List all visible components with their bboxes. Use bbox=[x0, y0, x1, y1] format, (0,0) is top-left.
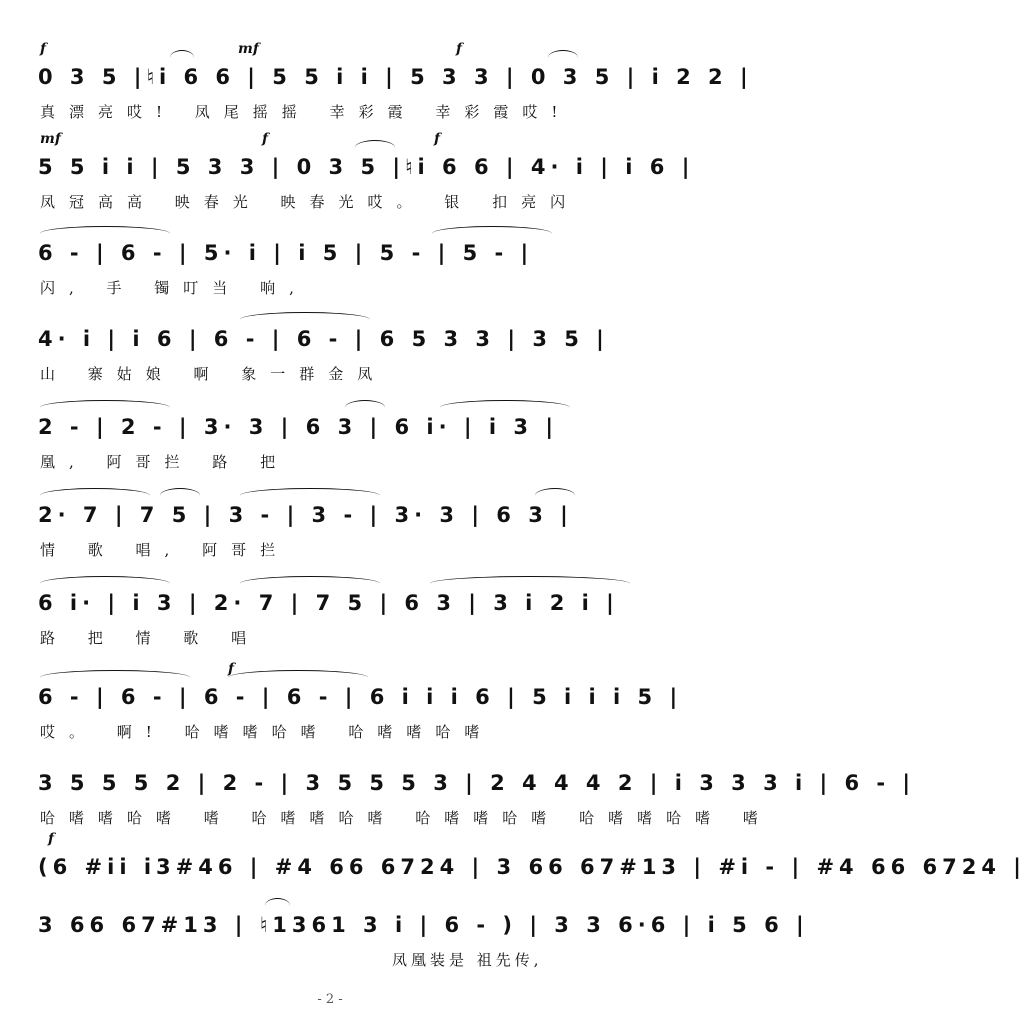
dynamic-mark: mf bbox=[238, 41, 259, 57]
lyrics-line: 路 把 情 歌 唱 bbox=[40, 629, 261, 647]
lyrics-line: 哎。 啊! 哈嗜嗜哈嗜 哈嗜嗜哈嗜 bbox=[40, 723, 494, 741]
dynamic-mark: f bbox=[434, 131, 441, 147]
notation-line: 4· i | i 6 | 6 - | 6 - | 6 5 3 3 | 3 5 | bbox=[38, 327, 609, 351]
lyrics-line: 凤凰装是 祖先传, bbox=[392, 951, 543, 969]
lyrics-line: 凰, 阿哥拦 路 把 bbox=[40, 453, 290, 471]
lyrics-line: 情 歌 唱, 阿哥拦 bbox=[40, 541, 290, 559]
notation-line: 6 - | 6 - | 6 - | 6 - | 6 i i i 6 | 5 i i i 5 | bbox=[38, 685, 683, 709]
notation-line: (6 #ii i3#46 | #4 66 6724 | 3 66 67#13 | #i - | #4 66 6724 | bbox=[38, 855, 1026, 879]
lyrics-line: 闪, 手 镯叮当 响, bbox=[40, 279, 308, 297]
dynamic-mark: f bbox=[48, 831, 55, 847]
lyrics-line: 哈嗜嗜哈嗜 嗜 哈嗜嗜哈嗜 哈嗜嗜哈嗜 哈嗜嗜哈嗜 嗜 bbox=[40, 809, 772, 827]
page-number: - 2 - bbox=[317, 992, 343, 1007]
lyrics-line: 真漂亮哎! 凤尾摇摇 幸彩霞 幸彩霞哎! bbox=[40, 103, 572, 121]
notation-line: 6 i· | i 3 | 2· 7 | 7 5 | 6 3 | 3 i 2 i | bbox=[38, 591, 619, 615]
dynamic-mark: f bbox=[40, 41, 47, 57]
lyrics-line: 凤冠高高 映春光 映春光哎。 银 扣亮闪 bbox=[40, 193, 580, 211]
notation-line: 3 5 5 5 2 | 2 - | 3 5 5 5 3 | 2 4 4 4 2 | i 3 3 3 i | 6 - | bbox=[38, 771, 916, 795]
notation-line: 0 3 5 |♮i 6 6 | 5 5 i i | 5 3 3 | 0 3 5 | i 2 2 | bbox=[38, 65, 753, 89]
notation-line: 3 66 67#13 | ♮1361 3 i | 6 - ) | 3 3 6·6 | i 5 6 | bbox=[38, 913, 809, 937]
lyrics-line: 山 寨姑娘 啊 象一群金凤 bbox=[40, 365, 387, 383]
dynamic-mark: mf bbox=[40, 131, 61, 147]
dynamic-mark: f bbox=[262, 131, 269, 147]
notation-line: 2 - | 2 - | 3· 3 | 6 3 | 6 i· | i 3 | bbox=[38, 415, 558, 439]
dynamic-mark: f bbox=[228, 661, 235, 677]
notation-line: 6 - | 6 - | 5· i | i 5 | 5 - | 5 - | bbox=[38, 241, 534, 265]
notation-line: 2· 7 | 7 5 | 3 - | 3 - | 3· 3 | 6 3 | bbox=[38, 503, 573, 527]
dynamic-mark: f bbox=[456, 41, 463, 57]
notation-line: 5 5 i i | 5 3 3 | 0 3 5 |♮i 6 6 | 4· i | i 6 | bbox=[38, 155, 695, 179]
